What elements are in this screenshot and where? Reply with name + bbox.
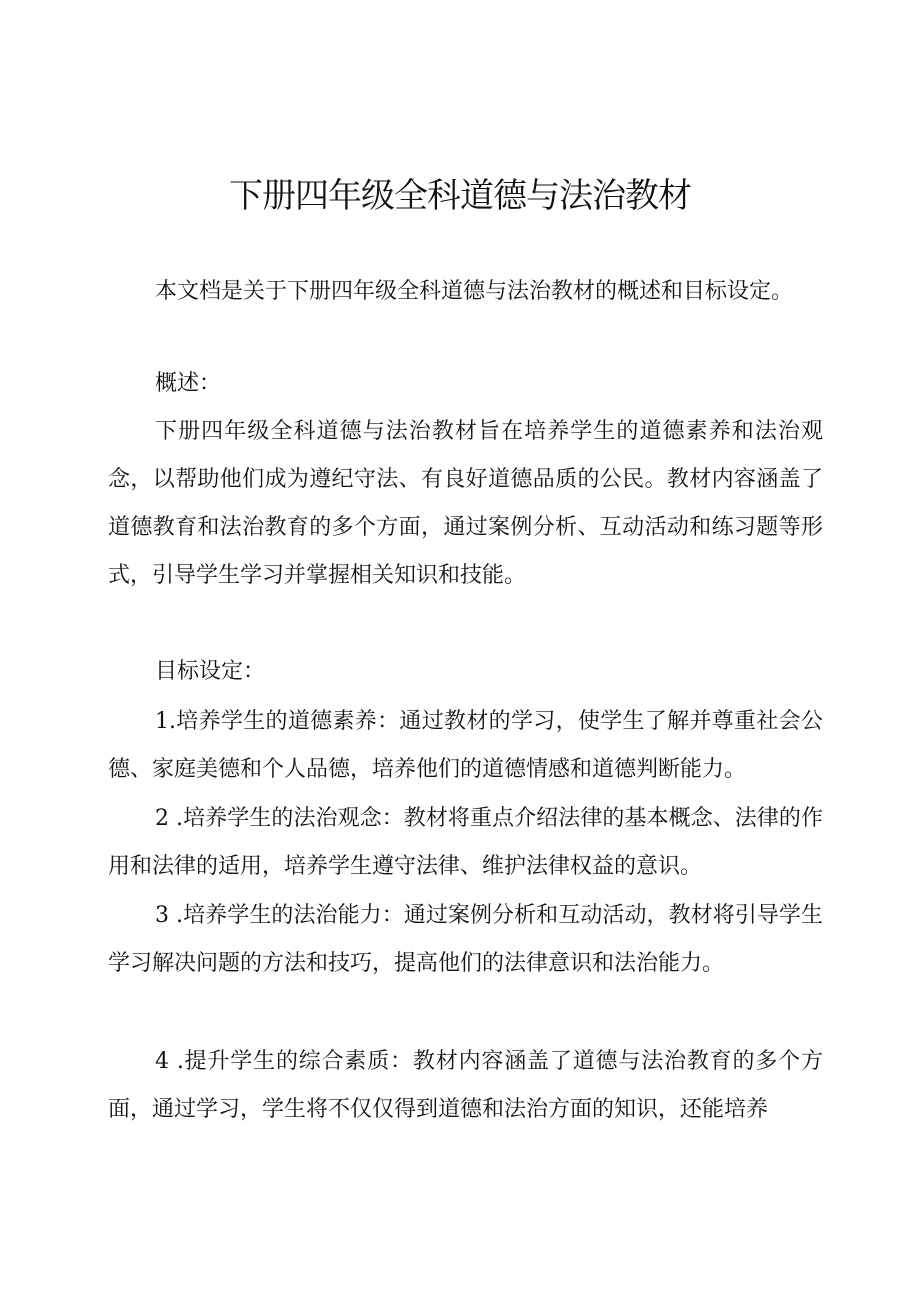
goal-item-2: 2 .培养学生的法治观念：教材将重点介绍法律的基本概念、法律的作用和法律的适用，培养学生遵守法律、维护法律权益的意识。 — [108, 806, 823, 879]
goal-item-1: 1.培养学生的道德素养：通过教材的学习，使学生了解并尊重社会公德、家庭美德和个人品德，培养他们的道德情感和道德判断能力。 — [108, 709, 823, 782]
goal-item-4: 4 .提升学生的综合素质：教材内容涵盖了道德与法治教育的多个方面，通过学习，学生将不仅仅得到道德和法治方面的知识，还能培养 — [108, 1049, 823, 1122]
intro-paragraph: 本文档是关于下册四年级全科道德与法治教材的概述和目标设定。 — [155, 279, 794, 304]
goal-item-3: 3 .培养学生的法治能力：通过案例分析和互动活动，教材将引导学生学习解决问题的方法和技巧，提高他们的法律意识和法治能力。 — [108, 903, 823, 976]
overview-heading: 概述： — [155, 371, 222, 396]
goals-heading: 目标设定： — [155, 659, 266, 684]
overview-paragraph: 下册四年级全科道德与法治教材旨在培养学生的道德素养和法治观念，以帮助他们成为遵纪守法、有良好道德品质的公民。教材内容涵盖了道德教育和法治教育的多个方面，通过案例分析、互动活动和练习题等形式，引导学生学习并掌握相关知识和技能。 — [108, 419, 823, 588]
document-title: 下册四年级全科道德与法治教材 — [229, 176, 691, 216]
